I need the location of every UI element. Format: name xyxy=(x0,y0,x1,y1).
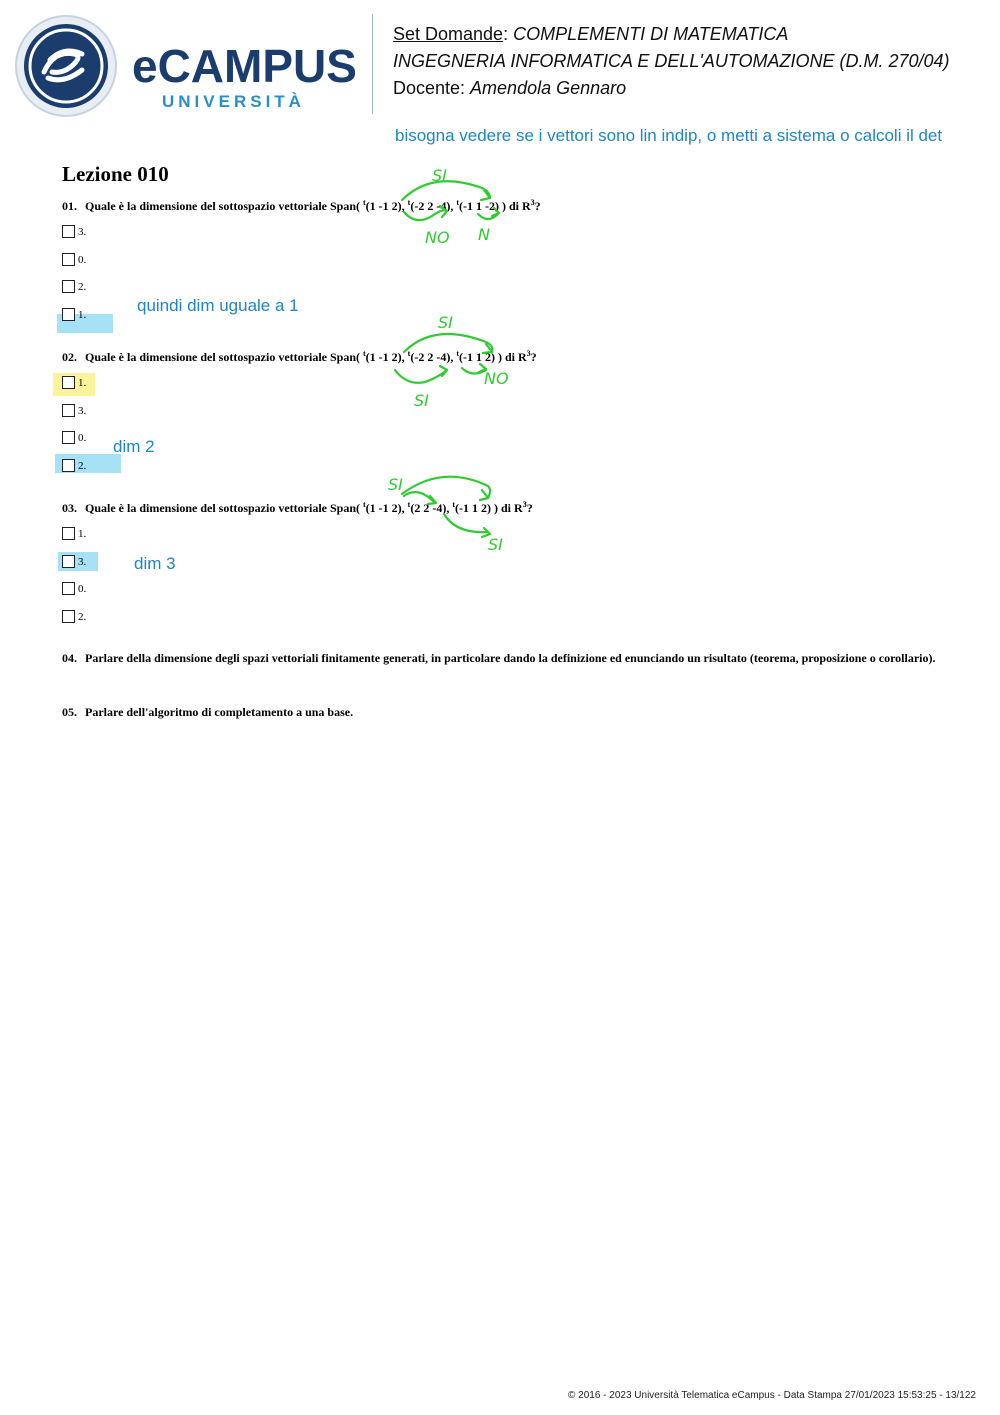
course-name: COMPLEMENTI DI MATEMATICA xyxy=(513,24,789,44)
checkbox[interactable] xyxy=(62,431,75,444)
ink-q1-si: SI xyxy=(432,166,447,185)
ecampus-logo xyxy=(14,14,359,119)
question-02: 02. Quale è la dimensione del sottospazio vettoriale Span( $^t$(1 -1 2), $^t$(-2 2 -4), $^t$(-1 1 2) ) di $R^3$? xyxy=(62,349,537,364)
q3-arc-lower xyxy=(444,514,490,537)
q3-option-2[interactable]: 3. xyxy=(62,555,86,568)
q1-option-4[interactable]: 1. xyxy=(62,308,86,321)
teacher-name: Amendola Gennaro xyxy=(470,78,627,98)
question-03: 03. Quale è la dimensione del sottospazio vettoriale Span( $^t$(1 -1 2), $^t$(2 2 -4), $^t$(-1 1 2) ) di $R^3$? xyxy=(62,500,533,515)
checkbox[interactable] xyxy=(62,253,75,266)
question-04: 04. Parlare della dimensione degli spazi vettoriali finitamente generati, in particolare dando la definizione ed enunciando un risultato (teorema, proposizione o corollario). xyxy=(62,651,936,665)
ink-q2-si-top: SI xyxy=(438,313,453,332)
q3-option-1[interactable]: 1. xyxy=(62,527,86,540)
page-footer: © 2016 - 2023 Università Telematica eCampus - Data Stampa 27/01/2023 15:53:25 - 13/122 xyxy=(568,1390,976,1401)
q2-arc-left xyxy=(395,366,447,383)
question-05: 05. Parlare dell'algoritmo di completamento a una base. xyxy=(62,705,354,719)
header-divider xyxy=(372,14,373,114)
q1-option-2[interactable]: 0. xyxy=(62,253,86,266)
svg-text:UNIVERSITÀ: UNIVERSITÀ xyxy=(162,92,305,111)
q2-arc-right xyxy=(462,364,486,374)
lesson-title: Lezione 010 xyxy=(62,162,169,186)
q1-option-3[interactable]: 2. xyxy=(62,280,86,293)
q3-arc-top xyxy=(402,477,490,500)
checkbox[interactable] xyxy=(62,308,75,321)
q2-option-2[interactable]: 3. xyxy=(62,404,86,417)
checkbox[interactable] xyxy=(62,376,75,389)
checkbox[interactable] xyxy=(62,582,75,595)
checkbox[interactable] xyxy=(62,404,75,417)
q3-option-4[interactable]: 2. xyxy=(62,610,86,623)
checkbox[interactable] xyxy=(62,527,75,540)
q2-option-1[interactable]: 1. xyxy=(62,376,86,389)
header-teacher-line: Docente: Amendola Gennaro xyxy=(393,78,627,98)
checkbox[interactable] xyxy=(62,610,75,623)
note-top: bisogna vedere se i vettori sono lin indip, o metti a sistema o calcoli il det xyxy=(395,126,943,145)
checkbox[interactable] xyxy=(62,225,75,238)
note-q1: quindi dim uguale a 1 xyxy=(137,296,299,315)
ink-q2-no: NO xyxy=(484,369,509,388)
header-program-line xyxy=(393,51,950,72)
ink-q3-si-bottom: SI xyxy=(488,535,503,554)
q1-option-1[interactable]: 3. xyxy=(62,225,86,238)
checkbox[interactable] xyxy=(62,459,75,472)
question-01: 01. Quale è la dimensione del sottospazio vettoriale Span( $^t$(1 -1 2), $^t$(-2 2 -4), $^t$(-1 1 -2) ) di $R^3$? xyxy=(62,198,541,213)
ink-q1-no: NO xyxy=(425,228,450,247)
set-label: Set Domande xyxy=(393,24,504,44)
svg-text:eCAMPUS: eCAMPUS xyxy=(132,40,357,92)
checkbox[interactable] xyxy=(62,280,75,293)
q3-option-3[interactable]: 0. xyxy=(62,582,86,595)
note-q2: dim 2 xyxy=(113,437,155,456)
checkbox[interactable] xyxy=(62,555,75,568)
ink-q2-si-bottom: SI xyxy=(414,391,429,410)
ink-q3-si-top: SI xyxy=(388,475,403,494)
q2-option-4[interactable]: 2. xyxy=(62,459,86,472)
note-q3: dim 3 xyxy=(134,554,176,573)
program-name: INGEGNERIA INFORMATICA E DELL'AUTOMAZIONE (D.M. 270/04) xyxy=(393,51,950,71)
q2-option-3[interactable]: 0. xyxy=(62,431,86,444)
ink-q1-n: N xyxy=(478,225,490,244)
header-set-line: Set Domande: COMPLEMENTI DI MATEMATICA xyxy=(393,24,789,44)
